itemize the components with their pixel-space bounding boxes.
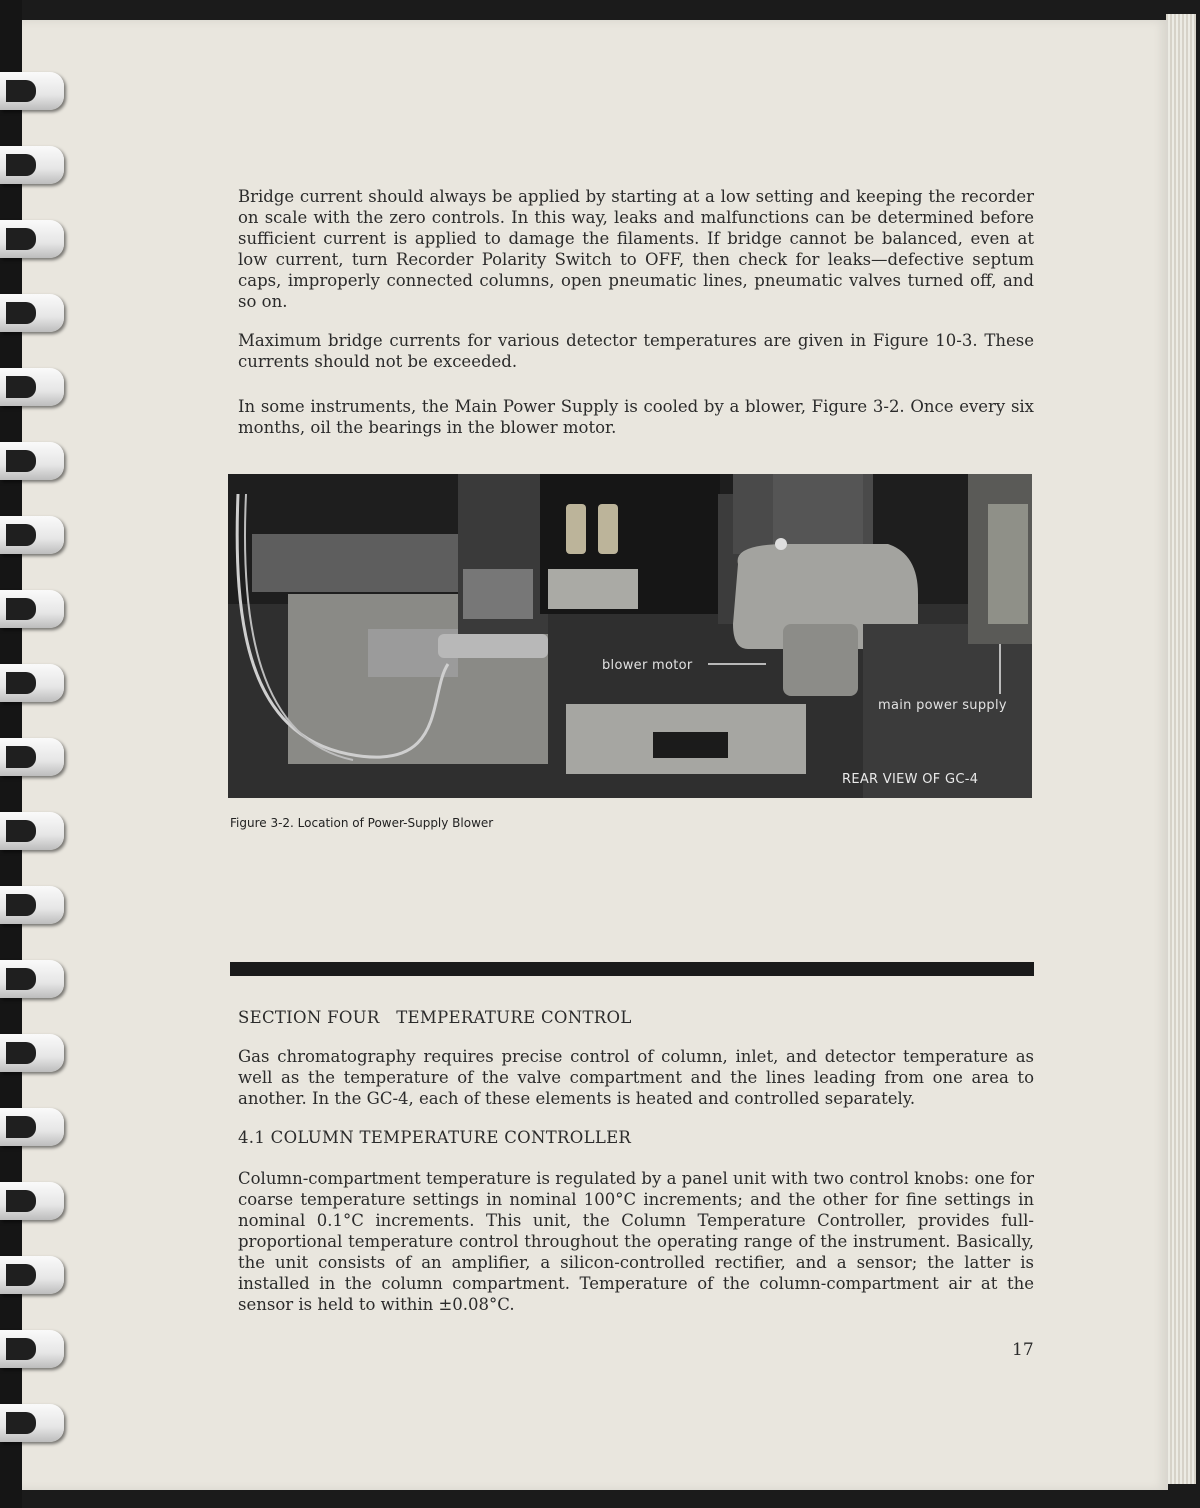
binding-ring xyxy=(0,368,64,406)
label-rear-view: REAR VIEW OF GC-4 xyxy=(842,772,979,787)
binding-ring xyxy=(0,1256,64,1294)
figure-photo-rear-view xyxy=(228,474,1032,798)
page-number: 17 xyxy=(1012,1340,1034,1360)
page-edges xyxy=(1166,14,1196,1484)
binding-ring xyxy=(0,72,64,110)
paragraph-max-bridge-currents: Maximum bridge currents for various detector temperatures are given in Figure 10-3. These currents should not be exceeded. xyxy=(238,331,1034,371)
figure-caption: Figure 3-2. Location of Power-Supply Blower xyxy=(230,816,494,830)
binding-ring xyxy=(0,516,64,554)
paragraph-column-temperature: Column-compartment temperature is regulated by a panel unit with two control knobs: one for coarse temperature settings in nominal 100°C increments; and the other for fine settings in nominal 0.1°C increments. This unit, the Column Temperature Controller, provides full-proportional temperature control throughout the operating range of the instrument. Basically, the unit consists of an amplifier, a silicon-controlled rectifier, and a sensor; the latter is installed in the column compartment. Temperature of the column-compartment air at the sensor is held to within ±0.08°C. xyxy=(238,1169,1034,1314)
binding-ring xyxy=(0,1108,64,1146)
binding-ring xyxy=(0,1034,64,1072)
paragraph-section-four-intro: Gas chromatography requires precise control of column, inlet, and detector temperature as well as the temperature of the valve compartment and the lines leading from one area to another. In the GC-4, each of these elements is heated and controlled separately. xyxy=(238,1047,1034,1108)
paragraph-blower-maintenance: In some instruments, the Main Power Supply is cooled by a blower, Figure 3-2. Once every six months, oil the bearings in the blower motor. xyxy=(238,397,1034,437)
subsection-4-1-heading: 4.1 COLUMN TEMPERATURE CONTROLLER xyxy=(238,1128,632,1147)
binding-ring xyxy=(0,146,64,184)
binding-ring xyxy=(0,1182,64,1220)
label-blower-motor: blower motor xyxy=(602,658,693,673)
binding-ring xyxy=(0,886,64,924)
photo-illustration xyxy=(228,474,1032,798)
paragraph-bridge-current: Bridge current should always be applied by starting at a low setting and keeping the recorder on scale with the zero controls. In this way, leaks and malfunctions can be determined before sufficient current is applied to damage the filaments. If bridge cannot be balanced, even at low current, turn Recorder Polarity Switch to OFF, then check for leaks—defective septum caps, improperly connected columns, open pneumatic lines, pneumatic valves turned off, and so on. xyxy=(238,187,1034,311)
binding-ring xyxy=(0,590,64,628)
binding-ring xyxy=(0,1330,64,1368)
binding-ring xyxy=(0,220,64,258)
binding-ring xyxy=(0,442,64,480)
binding-ring xyxy=(0,960,64,998)
binding-ring xyxy=(0,294,64,332)
section-four-heading: SECTION FOUR TEMPERATURE CONTROL xyxy=(238,1008,632,1027)
binding-ring xyxy=(0,664,64,702)
section-divider-bar xyxy=(230,962,1034,976)
binding-ring xyxy=(0,738,64,776)
binding-ring xyxy=(0,812,64,850)
label-main-power-supply: main power supply xyxy=(878,698,1007,713)
binding-ring xyxy=(0,1404,64,1442)
